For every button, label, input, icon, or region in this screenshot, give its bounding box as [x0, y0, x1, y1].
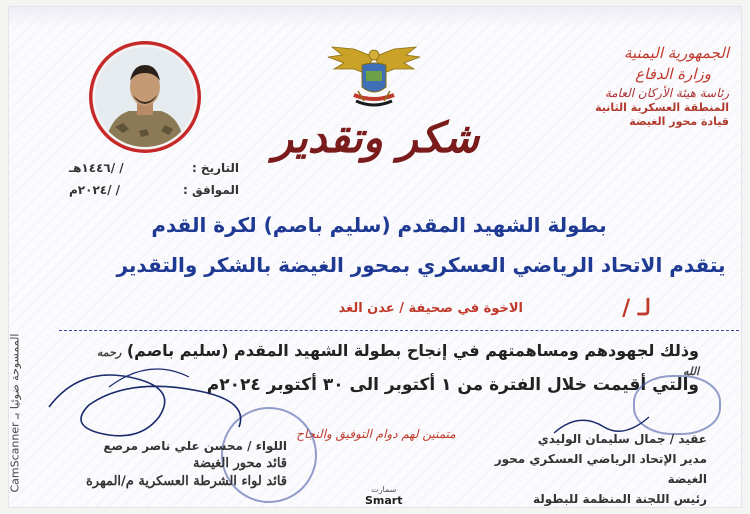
eagle-emblem-icon: [324, 43, 424, 113]
gregorian-value: / /٢٠٢٤م: [69, 183, 121, 197]
dashed-divider: [59, 330, 739, 331]
recipient-name: الاخوة في صحيفة / عدن الغد: [338, 301, 523, 316]
command-label: قيادة محور الغيضة: [629, 115, 729, 128]
wish-text: متمنين لهم دوام التوفيق والنجاح: [296, 427, 456, 441]
thanks-heading: يتقدم الاتحاد الرياضي العسكري بمحور الغيضة بالشكر والتقدير: [116, 253, 726, 277]
camscanner-watermark: الممسوحة ضوئيا بـ CamScanner: [8, 333, 22, 493]
portrait-image: [95, 47, 195, 147]
certificate-title: شكر وتقدير: [272, 113, 480, 162]
signature-right-role: رئيس اللجنة المنظمة للبطولة: [532, 492, 707, 506]
certificate-page: [8, 6, 742, 508]
date-label: التاريخ :: [191, 161, 239, 175]
to-label: لـ /: [622, 295, 651, 321]
smart-logo: [365, 485, 403, 507]
signature-right-title: مدير الإتحاد الرياضي العسكري محور الغيضة: [494, 452, 707, 486]
date-value: / /١٤٤٦هـ: [69, 161, 124, 175]
signature-right-name: عقيد / جمال سليمان الوليدي: [537, 432, 707, 446]
person-silhouette-icon: [95, 47, 195, 147]
gregorian-label: الموافق :: [183, 183, 239, 197]
body-line-2: والتي أقيمت خلال الفترة من ١ أكتوبر الى ٣٠ أكتوبر ٢٠٢٤م: [206, 375, 699, 395]
gregorian-date-row: [69, 179, 239, 201]
smart-logo-text: Smart: [365, 494, 403, 507]
staff-label: رئاسة هيئة الأركان العامة: [604, 86, 729, 100]
body-line-1-suffix: رحمه الله: [96, 346, 699, 378]
signature-left: [47, 437, 287, 491]
smart-logo-sub: سمارت: [371, 485, 397, 494]
signature-left-title: قائد محور الغيضة: [192, 456, 287, 471]
ministry-header: [539, 43, 729, 129]
scan-edge: [9, 7, 741, 27]
signature-left-role: قائد لواء الشرطة العسكرية م/المهرة: [85, 474, 287, 489]
ministry-label: وزارة الدفاع: [635, 65, 711, 83]
republic-label: الجمهورية اليمنية: [623, 44, 729, 62]
tournament-heading: بطولة الشهيد المقدم (سليم باصم) لكرة القدم: [151, 213, 607, 237]
hijri-date-row: [69, 157, 239, 179]
signature-right: [457, 429, 707, 508]
region-label: المنطقة العسكرية الثانية: [595, 101, 729, 114]
portrait-frame: [89, 41, 201, 153]
date-block: [69, 157, 239, 201]
signature-left-name: اللواء / محسن علي ناصر مرصع: [103, 439, 287, 453]
body-line-1-text: وذلك لجهودهم ومساهمتهم في إنجاح بطولة الشهيد المقدم (سليم باصم): [126, 341, 699, 360]
